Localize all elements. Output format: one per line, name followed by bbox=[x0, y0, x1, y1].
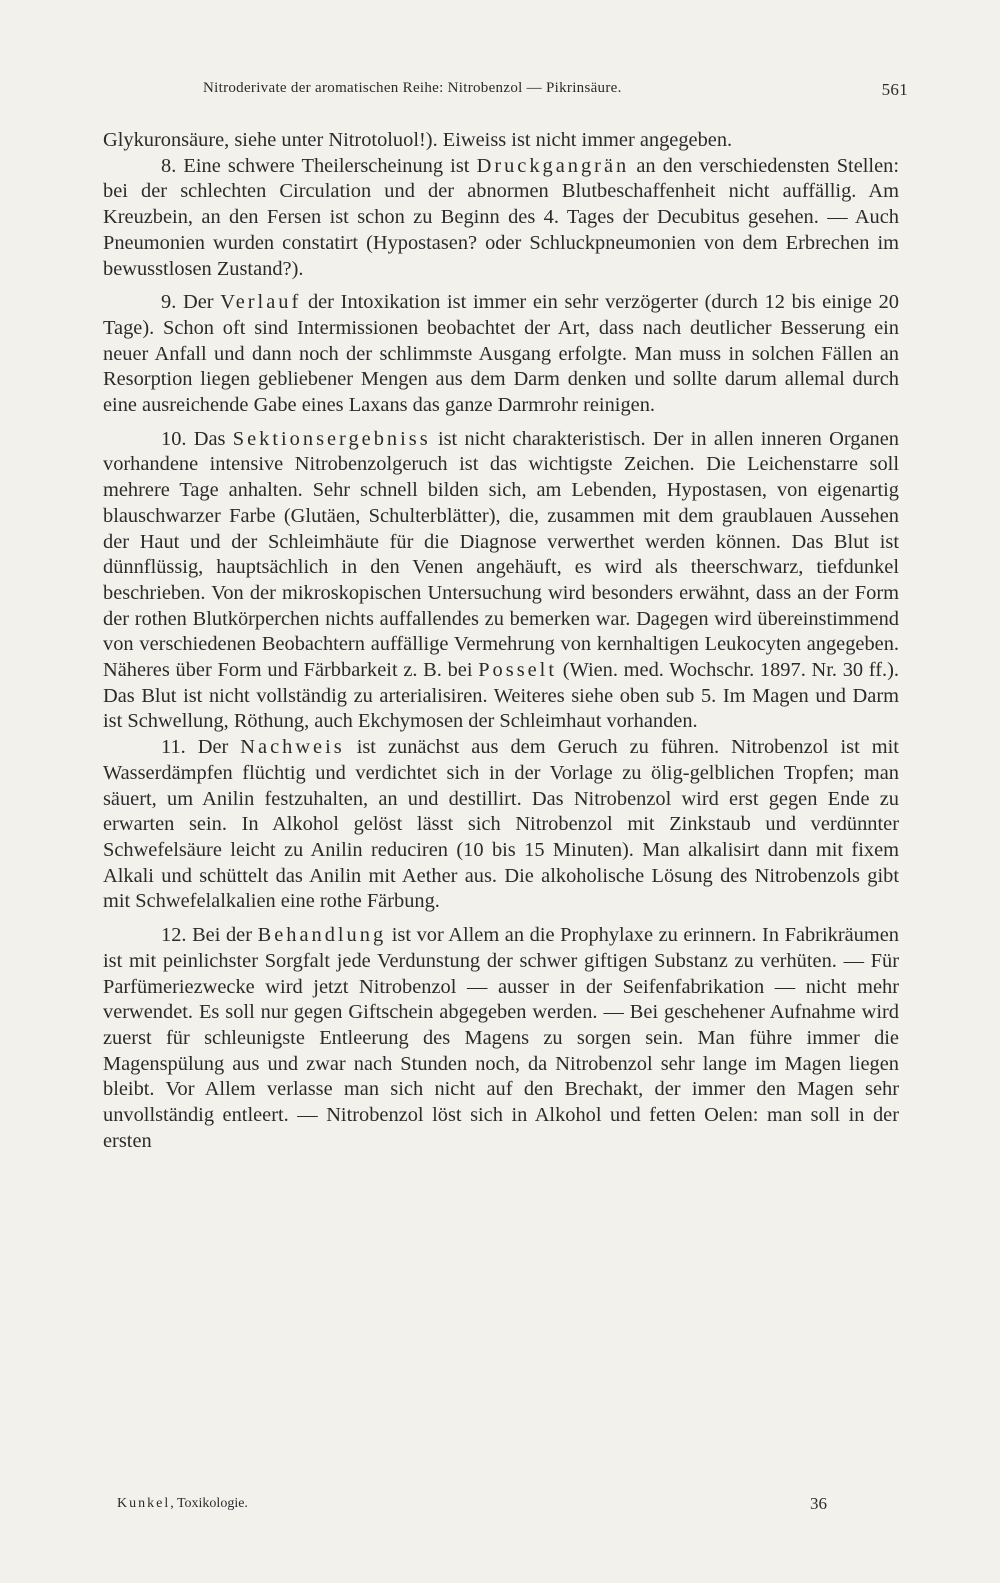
page-body bbox=[103, 128, 899, 1154]
paragraph-lead: 11. Der bbox=[161, 736, 229, 759]
paragraph-lead: 12. Bei der bbox=[161, 924, 253, 947]
spaced-keyword: Sektionsergebniss bbox=[232, 427, 431, 450]
spaced-keyword: Nachweis bbox=[240, 736, 345, 759]
paragraph-lead: 9. Der bbox=[161, 291, 214, 314]
paragraph-text: der Intoxikation ist immer ein sehr verzögerter (durch 12 bis einige 20 Tage). Schon oft sind Intermissionen beobachtet der Art, dass nach deutlicher Besserung ein neuer Anfall und dann noch der schlimmste Ausgang erfolgte. Man muss in solchen Fällen an Resorption liegen gebliebener Mengen aus dem Darm denken und sollte darum allemal durch eine ausreichende Gabe eines Laxans das ganze Darmrohr reinigen. bbox=[103, 291, 899, 417]
spaced-keyword: Verlauf bbox=[220, 291, 302, 314]
running-title: Nitroderivate der aromatischen Reihe: Nitrobenzol — Pikrinsäure. bbox=[203, 80, 622, 96]
paragraph-8 bbox=[103, 154, 899, 283]
paragraph-continuation bbox=[103, 128, 899, 154]
spaced-keyword: Druckgangrän bbox=[476, 154, 630, 177]
paragraph-9 bbox=[103, 290, 899, 419]
footer-book: , Toxikologie. bbox=[170, 1496, 248, 1511]
footer-signature bbox=[117, 1496, 248, 1512]
paragraph-10 bbox=[103, 427, 899, 735]
paragraph-text: an den verschiedensten Stellen: bei der schlechten Circulation und der abnormen Blutbeschaffenheit nicht auffällig. Am Kreuzbein, an den Fersen ist schon zu Beginn des 4. Tages der Decubitus gesehen. — Auch Pneumonien wurden constatirt (Hypostasen? oder Schluckpneumonien von dem Erbrechen im bewusstlosen Zustand?). bbox=[103, 154, 899, 280]
footer-author: Kunkel bbox=[117, 1496, 171, 1511]
paragraph-text: ist vor Allem an die Prophylaxe zu erinnern. In Fabrikräumen ist mit peinlichster Sorgfalt jede Verdunstung der schwer giftigen Substanz zu verhüten. — Für Parfümeriezwecke wird jetzt Nitrobenzol — ausser in der Seifenfabrikation — nicht mehr verwendet. Es soll nur gegen Giftschein abgegeben werden. — Bei geschehener Aufnahme wird zuerst für schleunigste Entleerung des Magens zu sorgen sein. Man führe immer die Magenspülung aus und zwar nach Stunden noch, da Nitrobenzol sehr lange im Magen liegen bleibt. Vor Allem verlasse man sich nicht auf den Brechakt, der immer den Magen sehr unvollständig entleert. — Nitrobenzol löst sich in Alkohol und fetten Oelen: man soll in der ersten bbox=[103, 924, 899, 1152]
paragraph-text: ist nicht charakteristisch. Der in allen inneren Organen vorhandene intensive Nitrobenzolgeruch ist das wichtigste Zeichen. Die Leichenstarre soll mehrere Tage anhalten. Sehr schnell bilden sich, am Lebenden, Hypostasen, von eigenartig blauschwarzer Farbe (Glutäen, Schulterblätter), die, zusammen mit dem graublauen Aussehen der Haut und der Schleimhäute für die Diagnose verwerthet werden können. Das Blut ist dünnflüssig, hauptsächlich in den Venen angehäuft, es wird als theerschwarz, tiefdunkel beschrieben. Von der mikroskopischen Untersuchung wird besonders erwähnt, dass an der Form der rothen Blutkörperchen nichts auffallendes zu bemerken war. Dagegen wird übereinstimmend von verschiedenen Beobachtern auffällige Vermehrung von kernhaltigen Leukocyten angegeben. Näheres über Form und Färbbarkeit z. B. bei bbox=[103, 427, 899, 682]
page-footer bbox=[0, 1494, 1000, 1518]
spaced-author-name: Posselt bbox=[478, 659, 558, 682]
paragraph-lead: 10. Das bbox=[161, 427, 226, 450]
paragraph-lead: 8. Eine schwere Theilerscheinung ist bbox=[161, 154, 470, 177]
spaced-keyword: Behandlung bbox=[257, 924, 387, 947]
page-number: 561 bbox=[881, 80, 908, 99]
paragraph-text: (Wien. med. Wochschr. 1897. Nr. 30 ff.). Das Blut ist nicht vollständig zu arterialisiren. Weiteres siehe oben sub 5. Im Magen und Darm ist Schwellung, Röthung, auch Ekchymosen der Schleimhaut vorhanden. bbox=[103, 659, 899, 733]
running-header bbox=[0, 80, 1000, 104]
paragraph-12 bbox=[103, 923, 899, 1154]
paragraph-11 bbox=[103, 735, 899, 915]
paragraph-text: Glykuronsäure, siehe unter Nitrotoluol!). Eiweiss ist nicht immer angegeben. bbox=[103, 129, 733, 151]
paragraph-text: ist zunächst aus dem Geruch zu führen. Nitrobenzol ist mit Wasserdämpfen flüchtig und verdichtet sich in der Vorlage zu ölig-gelblichen Tropfen; man säuert, um Anilin festzuhalten, an und destillirt. Das Nitrobenzol wird erst gegen Ende zu erwarten sein. In Alkohol gelöst lässt sich Nitrobenzol mit Zinkstaub und verdünnter Schwefelsäure leicht zu Anilin reduciren (10 bis 15 Minuten). Man alkalisirt dann mit fixem Alkali und schüttelt das Anilin mit Aether aus. Die alkoholische Lösung des Nitrobenzols gibt mit Schwefelalkalien eine rothe Färbung. bbox=[103, 736, 899, 913]
sheet-number: 36 bbox=[810, 1494, 827, 1513]
